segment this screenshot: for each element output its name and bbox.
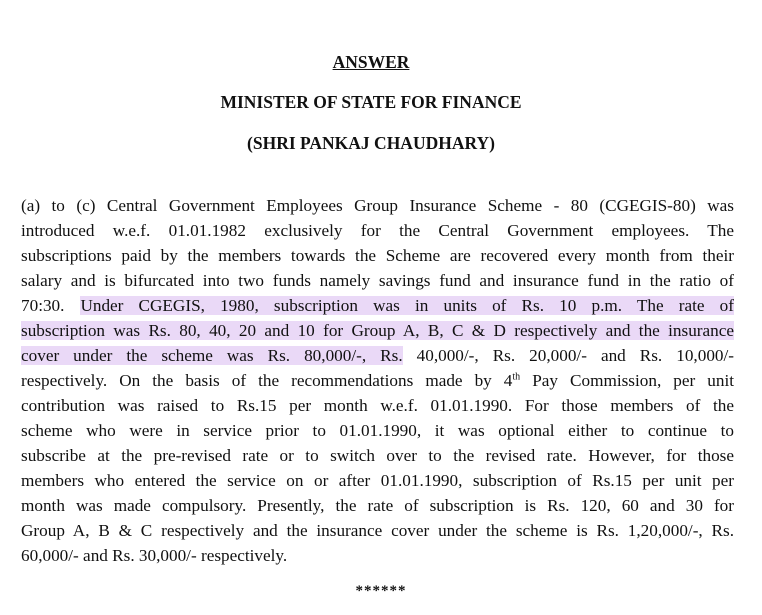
paragraph-line-10: scheme who were in service prior to 01.01.1990, it was optional either to continue to (21, 421, 734, 440)
paragraph-line-8 (21, 368, 734, 393)
paragraph-line-13: month was made compulsory. Presently, the rate of subscription is Rs. 120, 60 and 30 for (21, 496, 734, 515)
highlighted-text: subscription was Rs. 80, 40, 20 and 10 for Group A, B, C & D respectively and the insurance (21, 321, 734, 340)
paragraph-line-6 (21, 318, 734, 343)
paragraph-line-7 (21, 343, 734, 368)
minister-name-heading: (SHRI PANKAJ CHAUDHARY) (247, 133, 495, 153)
superscript-th: th (512, 371, 521, 383)
line-8-trailing-text: Pay Commission, per unit (520, 371, 734, 390)
paragraph-line-12: members who entered the service on or after 01.01.1990, subscription of Rs.15 per unit per (21, 471, 734, 490)
paragraph-line-9: contribution was raised to Rs.15 per month w.e.f. 01.01.1990. For those members of the (21, 396, 734, 415)
paragraph-line-5 (21, 293, 734, 318)
highlighted-text: cover under the scheme was Rs. 80,000/-, Rs. (21, 346, 403, 365)
paragraph-line-4: salary and is bifurcated into two funds namely savings fund and insurance fund in the ratio of (21, 271, 734, 290)
paragraph-line-14: Group A, B & C respectively and the insurance cover under the scheme is Rs. 1,20,000/-, Rs. (21, 521, 734, 540)
line-5-lead-text: 70:30. (21, 296, 65, 315)
paragraph-line-15: 60,000/- and Rs. 30,000/- respectively. (21, 546, 288, 565)
line-7-trailing-text: 40,000/-, Rs. 20,000/- and Rs. 10,000/- (402, 346, 735, 365)
paragraph-line-3: subscriptions paid by the members towards the Scheme are recovered every month from their (21, 246, 734, 265)
end-marker: ****** (355, 583, 407, 599)
highlighted-text: Under CGEGIS, 1980, subscription was in units of Rs. 10 p.m. The rate of (80, 296, 734, 315)
line-8-lead-text: respectively. On the basis of the recommendations made by 4 (21, 371, 513, 390)
minister-heading: MINISTER OF STATE FOR FINANCE (220, 92, 522, 112)
answer-paragraph (21, 193, 734, 568)
paragraph-line-1: (a) to (c) Central Government Employees Group Insurance Scheme - 80 (CGEGIS-80) was (21, 196, 734, 215)
answer-heading: ANSWER (332, 52, 410, 72)
paragraph-line-2: introduced w.e.f. 01.01.1982 exclusively for the Central Government employees. The (21, 221, 734, 240)
paragraph-line-11: subscribe at the pre-revised rate or to switch over to the revised rate. However, for those (21, 446, 734, 465)
